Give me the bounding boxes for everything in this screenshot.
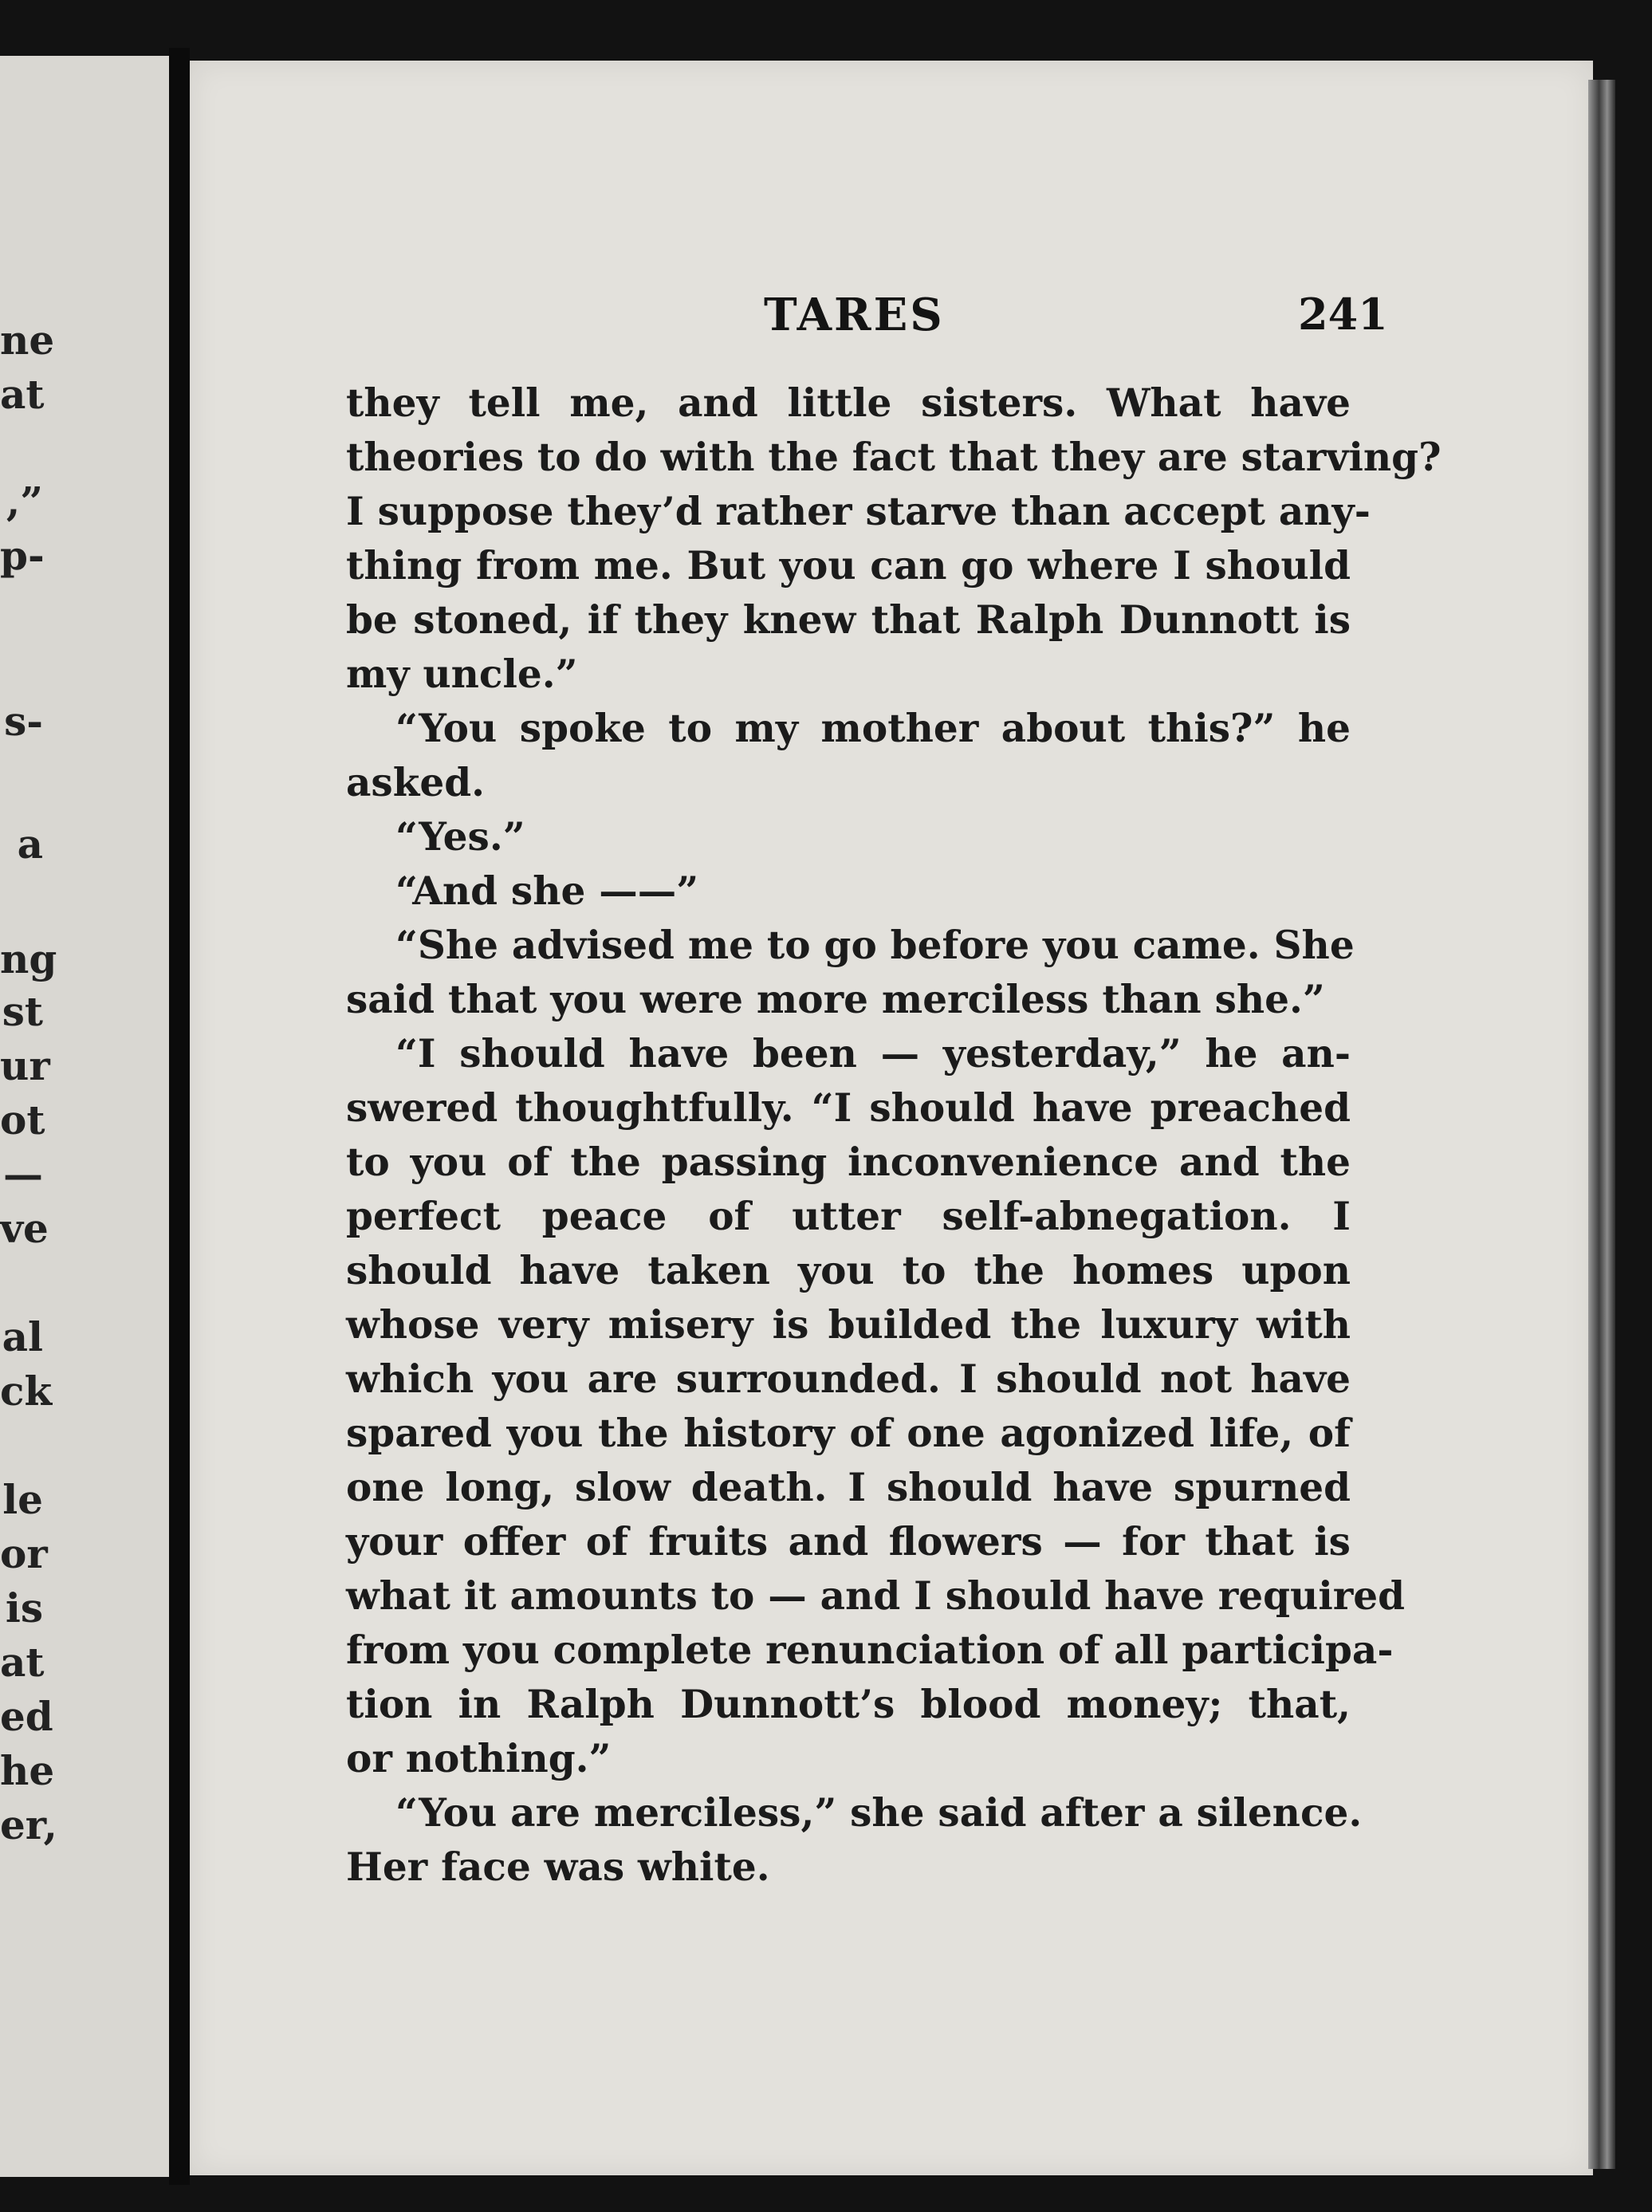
left-page-fragment: is [5,1584,43,1631]
text-line: one long, slow death. I should have spurned [346,1465,1351,1510]
left-page-fragment: ck [0,1368,53,1415]
text-line: spared you the history of one agonized life, of [346,1411,1351,1456]
text-line: swered thoughtfully. “I should have preached [346,1085,1351,1131]
right-page-edges [1588,80,1615,2169]
text-line: tion in Ralph Dunnott’s blood money; that, [346,1682,1351,1727]
left-page-fragment: le [2,1476,43,1523]
text-line: thing from me. But you can go where I should [346,543,1351,588]
text-line: what it amounts to — and I should have required [346,1573,1406,1619]
page-number: 241 [1298,289,1388,340]
running-head-title: TARES [764,289,945,341]
left-page-fragment: ot [0,1096,45,1143]
left-page-edge [0,56,171,2177]
text-line: which you are surrounded. I should not have [346,1356,1351,1402]
text-line: should have taken you to the homes upon [346,1248,1351,1293]
text-line: “Yes.” [395,814,525,860]
text-line: your offer of fruits and flowers — for that is [346,1519,1351,1565]
left-page-fragment: ng [0,935,57,982]
text-line: to you of the passing inconvenience and the [346,1139,1351,1185]
book-page [190,61,1593,2175]
text-line: “I should have been — yesterday,” he an- [395,1031,1351,1076]
left-page-fragment: ne [0,317,55,364]
text-line: theories to do with the fact that they are starving? [346,435,1442,480]
left-page-fragment: er, [0,1801,57,1848]
text-line: “You spoke to my mother about this?” he [395,706,1351,751]
left-page-fragment: s- [4,698,43,745]
left-page-fragment: — [3,1151,43,1198]
left-page-fragment: p- [0,532,45,579]
text-line: be stoned, if they knew that Ralph Dunnott is [346,597,1351,643]
text-line: I suppose they’d rather starve than accept any- [346,489,1371,534]
text-line: they tell me, and little sisters. What have [346,380,1351,426]
left-page-fragment: st [2,988,43,1035]
text-line: asked. [346,760,485,805]
text-line: “And she ——” [395,868,699,914]
left-page-fragment: ,” [6,478,43,525]
left-page-fragment: he [0,1747,55,1794]
text-line: “You are merciless,” she said after a silence. [395,1790,1363,1836]
left-page-fragment: at [0,1639,45,1686]
body-text [346,376,1442,1895]
book-gutter [169,48,190,2185]
text-line: perfect peace of utter self-abnegation. I [346,1194,1351,1239]
text-line: “She advised me to go before you came. She [395,923,1355,968]
left-page-fragment: a [17,821,43,868]
left-page-fragment: ed [0,1693,53,1740]
left-page-fragment: or [0,1530,48,1577]
left-page-fragment: at [0,371,45,418]
left-page-fragment: ve [0,1205,49,1252]
text-line: my uncle.” [346,651,578,697]
left-page-fragment: al [2,1313,43,1360]
left-page-fragment: ur [0,1042,50,1089]
text-line: or nothing.” [346,1736,612,1781]
text-line: Her face was white. [346,1844,770,1890]
text-line: said that you were more merciless than she.” [346,977,1325,1022]
running-head [190,289,1593,344]
text-line: from you complete renunciation of all participa- [346,1628,1394,1673]
text-line: whose very misery is builded the luxury with [346,1302,1351,1348]
